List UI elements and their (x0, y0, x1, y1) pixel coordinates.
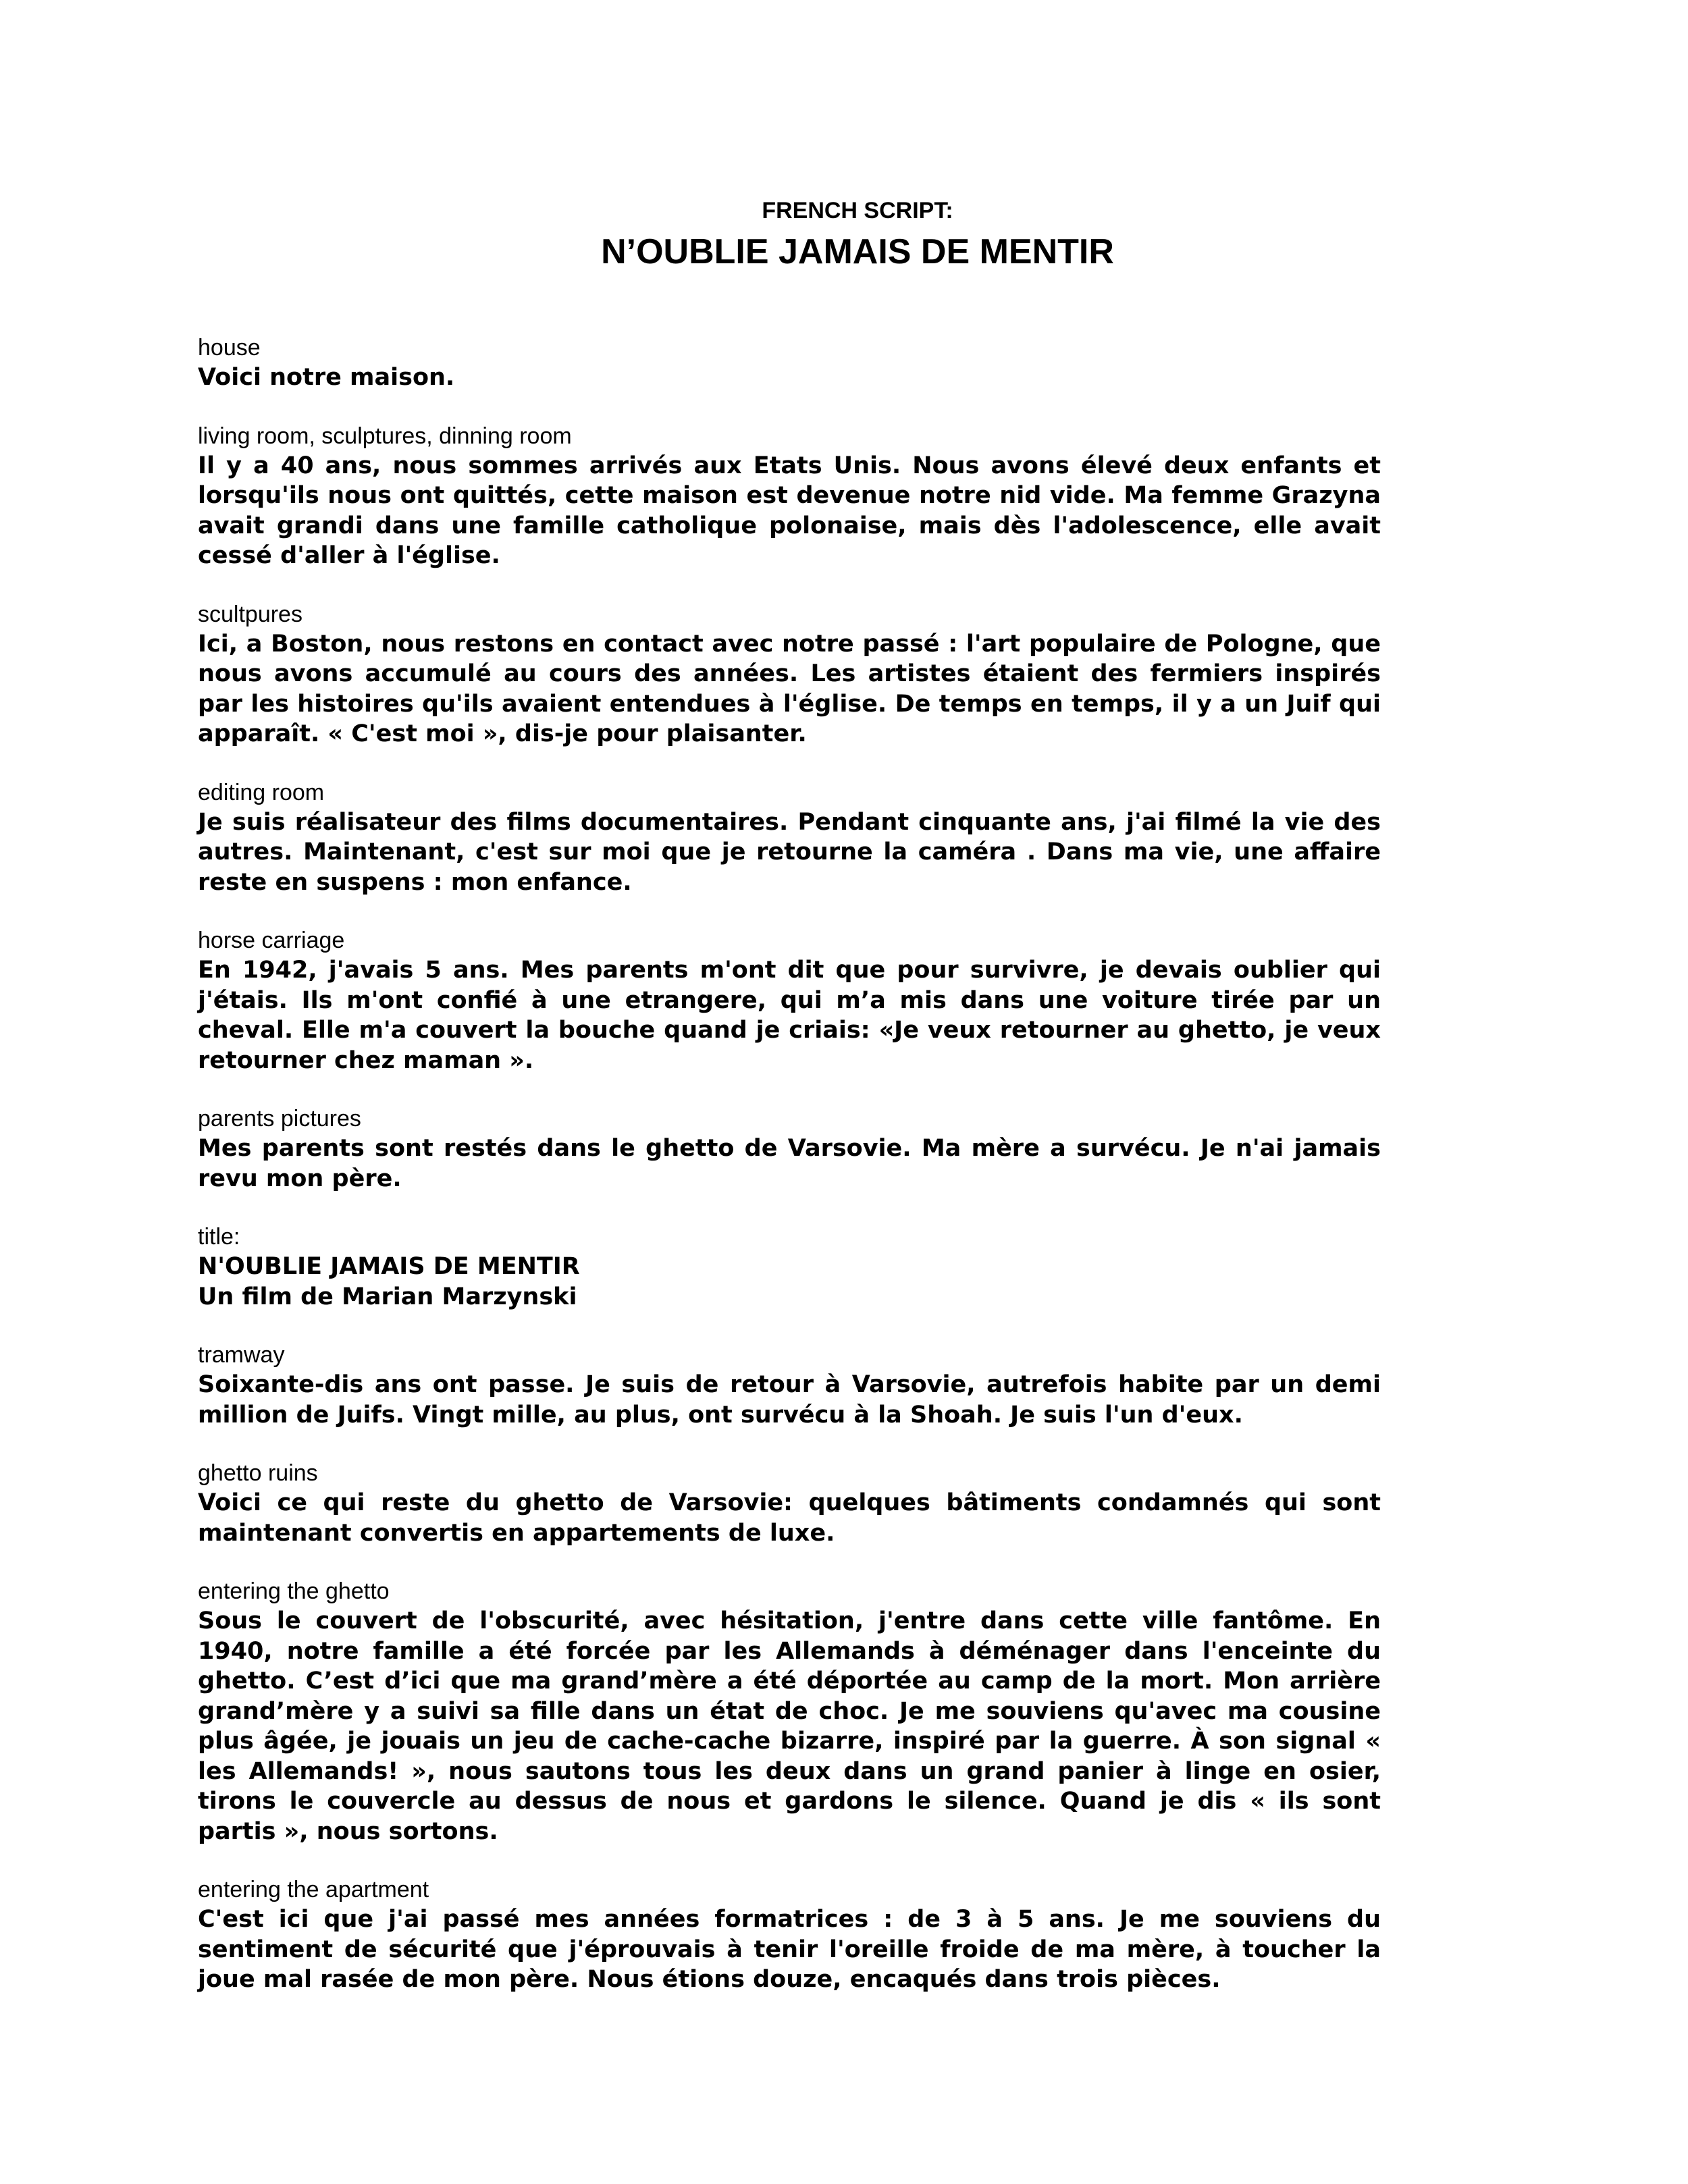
scene-cue: tramway (198, 1342, 285, 1368)
scene-cue: house (198, 335, 261, 361)
script-section (198, 1104, 1381, 1194)
scene-cue: editing room (198, 779, 325, 805)
title-card-line: Un film de Marian Marzynski (198, 1283, 577, 1310)
scene-cue: ghetto ruins (198, 1460, 318, 1486)
scene-cue: entering the ghetto (198, 1578, 390, 1604)
narration-text: Voici ce qui reste du ghetto de Varsovie: quelques bâtiments condamnés qui sont maintenant convertis en appartements de luxe. (198, 1489, 1381, 1547)
scene-cue: horse carriage (198, 928, 345, 953)
script-section (198, 1222, 1381, 1312)
script-section (198, 1576, 1381, 1846)
narration-text: C'est ici que j'ai passé mes années formatrices : de 3 à 5 ans. Je me souviens du sentiment de sécurité que j'éprouvais à tenir l'oreille froide de ma mère, à toucher la joue mal rasée de mon père. Nous étions douze, encaqués dans trois pièces. (198, 1906, 1381, 1993)
narration-text: Sous le couvert de l'obscurité, avec hésitation, j'entre dans cette ville fantôme. En 1940, notre famille a été forcée par les Allemands à déménager dans l'enceinte du ghetto. C’est d’ici que ma grand’mère a été déportée au camp de la mort. Mon arrière grand’mère y a suivi sa fille dans un état de choc. Je me souviens qu'avec ma cousine plus âgée, je jouais un jeu de cache-cache bizarre, inspiré par la guerre. À son signal « les Allemands! », nous sautons tous les deux dans un grand panier à linge en osier, tirons le couvercle au dessus de nous et gardons le silence. Quand je dis « ils sont partis », nous sortons. (198, 1607, 1381, 1845)
scene-cue: title: (198, 1224, 240, 1250)
title-card-text (198, 1252, 1381, 1312)
script-body (198, 333, 1381, 2023)
narration-text: Mes parents sont restés dans le ghetto de Varsovie. Ma mère a survécu. Je n'ai jamais revu mon père. (198, 1135, 1381, 1192)
narration-text: En 1942, j'avais 5 ans. Mes parents m'ont dit que pour survivre, je devais oublier qui j'étais. Ils m'ont confié à une etrangere, qui m’a mis dans une voiture tirée par un cheval. Elle m'a couvert la bouche quand je criais: «Je veux retourner au ghetto, je veux retourner chez maman ». (198, 957, 1381, 1074)
document-title: N’OUBLIE JAMAIS DE MENTIR (601, 232, 1114, 271)
scene-cue: scultpures (198, 601, 302, 627)
scene-cue: living room, sculptures, dinning room (198, 423, 572, 449)
script-section (198, 1340, 1381, 1430)
script-section (198, 1458, 1381, 1548)
script-section (198, 600, 1381, 749)
scene-cue: entering the apartment (198, 1877, 429, 1902)
narration-text: Il y a 40 ans, nous sommes arrivés aux Etats Unis. Nous avons élevé deux enfants et lorsqu'ils nous ont quittés, cette maison est devenue notre nid vide. Ma femme Grazyna avait grandi dans une famille catholique polonaise, mais dès l'adolescence, elle avait cessé d'aller à l'église. (198, 452, 1381, 569)
narration-text: Je suis réalisateur des films documentaires. Pendant cinquante ans, j'ai filmé la vie des autres. Maintenant, c'est sur moi que je retourne la caméra . Dans ma vie, une affaire reste en suspens : mon enfance. (198, 808, 1381, 896)
script-language-label: FRENCH SCRIPT: (762, 198, 953, 223)
script-section (198, 1875, 1381, 1995)
script-section (198, 421, 1381, 571)
narration-text: Soixante-dis ans ont passe. Je suis de retour à Varsovie, autrefois habite par un demi million de Juifs. Vingt mille, au plus, ont survécu à la Shoah. Je suis l'un d'eux. (198, 1371, 1381, 1429)
script-section (198, 778, 1381, 898)
document-header (0, 196, 1688, 275)
narration-text: Voici notre maison. (198, 364, 455, 391)
script-section (198, 926, 1381, 1075)
script-section (198, 333, 1381, 393)
scene-cue: parents pictures (198, 1106, 361, 1131)
title-card-line: N'OUBLIE JAMAIS DE MENTIR (198, 1253, 580, 1280)
narration-text: Ici, a Boston, nous restons en contact avec notre passé : l'art populaire de Pologne, que nous avons accumulé au cours des années. Les artistes étaient des fermiers inspirés par les histoires qu'ils avaient entendues à l'église. De temps en temps, il y a un Juif qui apparaît. « C'est moi », dis-je pour plaisanter. (198, 630, 1381, 747)
